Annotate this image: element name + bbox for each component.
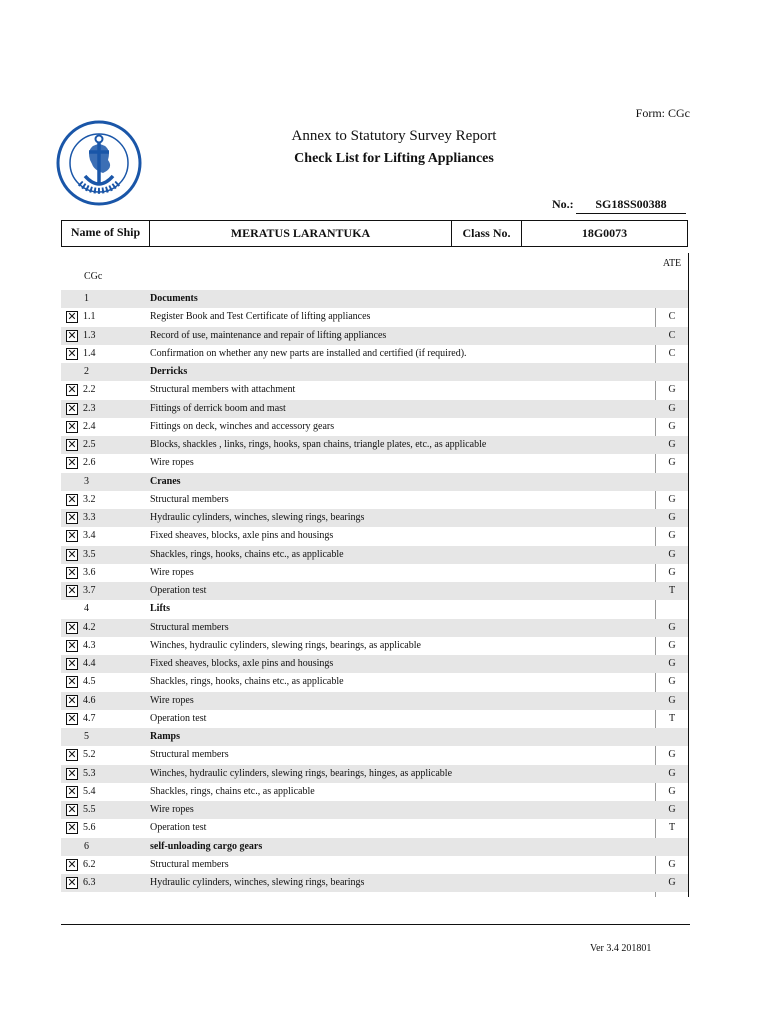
checkbox-checked[interactable]: ✕: [67, 383, 77, 397]
checkbox-checked[interactable]: ✕: [67, 748, 77, 762]
item-description: Structural members: [150, 749, 229, 761]
item-description: Wire ropes: [150, 566, 194, 578]
section-number: 5: [84, 731, 89, 742]
ate-code: G: [668, 694, 676, 706]
society-logo: [56, 120, 142, 206]
ate-code: G: [668, 858, 676, 870]
ship-info-table: [61, 220, 688, 247]
section-title: Derricks: [150, 366, 188, 377]
item-number: 4.6: [83, 694, 96, 706]
item-description: Winches, hydraulic cylinders, slewing rings, bearings, as applicable: [150, 639, 421, 651]
section-number: 6: [84, 840, 89, 852]
ate-code: G: [668, 767, 676, 779]
ate-code: G: [668, 439, 676, 450]
checklist-row: [61, 692, 688, 710]
item-number: 2.5: [83, 439, 96, 450]
ate-code: G: [668, 877, 676, 888]
checkbox-checked[interactable]: ✕: [67, 620, 77, 634]
section-title: Lifts: [150, 603, 170, 615]
checkbox-checked[interactable]: ✕: [67, 803, 77, 816]
ship-name-label: Name of Ship: [62, 221, 150, 246]
section-title: self-unloading cargo gears: [150, 840, 263, 852]
item-number: 4.2: [83, 621, 96, 633]
checklist-row: [61, 746, 688, 764]
item-number: 5.2: [83, 749, 96, 761]
ate-code: G: [668, 402, 676, 414]
checklist-row: [61, 710, 688, 728]
item-description: Operation test: [150, 822, 207, 834]
item-number: 5.4: [83, 785, 96, 797]
ate-code: G: [668, 530, 676, 542]
checkbox-checked[interactable]: ✕: [67, 657, 77, 670]
item-description: Wire ropes: [150, 457, 194, 469]
ate-code: G: [668, 639, 676, 651]
ate-code: G: [668, 621, 676, 633]
checklist-row: [61, 783, 688, 801]
section-title: Ramps: [150, 731, 181, 742]
item-description: Operation test: [150, 585, 207, 596]
item-description: Winches, hydraulic cylinders, slewing rings, bearings, hinges, as applicable: [150, 767, 453, 779]
item-number: 2.3: [83, 402, 96, 414]
item-description: Register Book and Test Certificate of lifting appliances: [150, 311, 371, 323]
checkbox-checked[interactable]: ✕: [67, 876, 77, 889]
checklist-row: [61, 582, 688, 600]
checklist-row: [61, 308, 688, 326]
ate-code: G: [668, 420, 676, 432]
checkbox-checked[interactable]: ✕: [67, 419, 77, 433]
report-number-value: SG18SS00388: [576, 197, 686, 214]
section-number: 1: [84, 293, 89, 304]
section-title: Documents: [150, 293, 198, 304]
checklist-row: [61, 765, 688, 783]
section-title: Cranes: [150, 475, 181, 487]
report-number-label: No.:: [552, 197, 574, 211]
ate-code: G: [668, 548, 676, 560]
checkbox-checked[interactable]: ✕: [67, 821, 77, 835]
checklist-row: [61, 345, 688, 363]
ate-code: C: [668, 347, 676, 359]
item-description: Wire ropes: [150, 694, 194, 706]
checklist-row: [61, 819, 688, 837]
section-row: [61, 600, 688, 618]
item-number: 5.6: [83, 822, 96, 834]
item-number: 6.3: [83, 877, 96, 888]
item-number: 2.6: [83, 457, 96, 469]
checklist-title: Check List for Lifting Appliances: [294, 151, 494, 166]
checklist-row: [61, 454, 688, 472]
item-number: 2.2: [83, 384, 96, 396]
item-description: Fixed sheaves, blocks, axle pins and housings: [150, 658, 334, 669]
section-row: [61, 290, 688, 308]
ate-code: G: [668, 493, 676, 505]
checkbox-checked[interactable]: ✕: [67, 584, 77, 597]
section-number: 2: [84, 366, 89, 377]
checkbox-checked[interactable]: ✕: [67, 857, 77, 871]
ate-column-header: ATE: [662, 258, 682, 269]
checkbox-checked[interactable]: ✕: [67, 492, 77, 506]
ate-code: T: [668, 712, 676, 724]
class-number-label: Class No.: [452, 221, 522, 246]
footer-divider: [61, 924, 690, 925]
checkbox-checked[interactable]: ✕: [67, 511, 77, 524]
checkbox-checked[interactable]: ✕: [67, 547, 77, 561]
ate-code: G: [668, 785, 676, 797]
checklist-row: [61, 491, 688, 509]
checklist-table: [61, 290, 688, 892]
checkbox-checked[interactable]: ✕: [67, 711, 77, 725]
checklist-row: [61, 418, 688, 436]
item-description: Structural members: [150, 621, 229, 633]
checklist-row: [61, 564, 688, 582]
item-number: 3.4: [83, 530, 96, 542]
item-description: Shackles, rings, chains etc., as applicable: [150, 785, 315, 797]
item-number: 3.2: [83, 493, 96, 505]
class-number-value: 18G0073: [581, 226, 628, 240]
checkbox-checked[interactable]: ✕: [67, 456, 77, 470]
checklist-row: [61, 619, 688, 637]
section-row: [61, 838, 688, 856]
item-number: 4.3: [83, 639, 96, 651]
checklist-row: [61, 801, 688, 819]
ate-code: G: [668, 566, 676, 578]
item-number: 4.4: [83, 658, 96, 669]
item-description: Confirmation on whether any new parts are installed and certified (if required).: [150, 347, 467, 359]
ate-code: G: [668, 658, 676, 669]
checklist-row: [61, 327, 688, 345]
ate-code: G: [668, 749, 676, 761]
item-description: Wire ropes: [150, 804, 194, 815]
item-description: Hydraulic cylinders, winches, slewing rings, bearings: [150, 877, 365, 888]
item-number: 3.7: [83, 585, 96, 596]
checkbox-checked[interactable]: ✕: [67, 638, 77, 652]
version-label: Ver 3.4 201801: [590, 943, 652, 954]
ate-code: G: [668, 804, 676, 815]
checklist-row: [61, 856, 688, 874]
checkbox-checked[interactable]: ✕: [67, 529, 77, 543]
item-number: 6.2: [83, 858, 96, 870]
item-number: 5.3: [83, 767, 96, 779]
item-description: Shackles, rings, hooks, chains etc., as applicable: [150, 548, 344, 560]
checkbox-checked[interactable]: ✕: [67, 438, 77, 451]
item-number: 1.3: [83, 329, 96, 341]
section-row: [61, 728, 688, 746]
checklist-row: [61, 546, 688, 564]
ate-code: C: [668, 329, 676, 341]
checkbox-checked[interactable]: ✕: [67, 784, 77, 798]
item-description: Record of use, maintenance and repair of lifting appliances: [150, 329, 387, 341]
form-label: Form: CGc: [635, 106, 690, 120]
annex-title: Annex to Statutory Survey Report: [291, 128, 497, 144]
item-description: Fittings of derrick boom and mast: [150, 402, 286, 414]
ate-code: G: [668, 457, 676, 469]
item-number: 3.6: [83, 566, 96, 578]
item-description: Operation test: [150, 712, 207, 724]
ate-code: C: [668, 311, 676, 323]
checklist-row: [61, 400, 688, 418]
item-description: Fixed sheaves, blocks, axle pins and housings: [150, 530, 334, 542]
checkbox-checked[interactable]: ✕: [67, 693, 77, 707]
checkbox-checked[interactable]: ✕: [67, 675, 77, 689]
checklist-row: [61, 637, 688, 655]
item-number: 3.5: [83, 548, 96, 560]
item-number: 4.7: [83, 712, 96, 724]
item-number: 1.4: [83, 347, 96, 359]
ate-code: G: [668, 512, 676, 523]
ate-code: T: [668, 822, 676, 834]
checklist-row: [61, 436, 688, 454]
checklist-row: [61, 527, 688, 545]
item-number: 5.5: [83, 804, 96, 815]
section-number: 4: [84, 603, 89, 615]
checklist-row: [61, 673, 688, 691]
item-number: 1.1: [83, 311, 96, 323]
checklist-row: [61, 874, 688, 892]
item-description: Structural members with attachment: [150, 384, 296, 396]
checkbox-checked[interactable]: ✕: [67, 310, 77, 324]
checkbox-checked[interactable]: ✕: [67, 565, 77, 579]
section-row: [61, 363, 688, 381]
cgc-column-header: CGc: [84, 271, 103, 282]
item-description: Blocks, shackles , links, rings, hooks, span chains, triangle plates, etc., as applicable: [150, 439, 487, 450]
checkbox-checked[interactable]: ✕: [67, 766, 77, 780]
section-row: [61, 473, 688, 491]
ate-code: G: [668, 676, 676, 688]
checklist-row: [61, 381, 688, 399]
item-description: Fittings on deck, winches and accessory gears: [150, 420, 335, 432]
ate-code: T: [668, 585, 676, 596]
item-description: Structural members: [150, 858, 229, 870]
checkbox-checked[interactable]: ✕: [67, 328, 77, 342]
checkbox-checked[interactable]: ✕: [67, 401, 77, 415]
ate-code: G: [668, 384, 676, 396]
ship-name-value: MERATUS LARANTUKA: [150, 221, 452, 246]
item-number: 2.4: [83, 420, 96, 432]
item-description: Shackles, rings, hooks, chains etc., as applicable: [150, 676, 344, 688]
item-description: Hydraulic cylinders, winches, slewing rings, bearings: [150, 512, 365, 523]
item-number: 3.3: [83, 512, 96, 523]
item-number: 4.5: [83, 676, 96, 688]
item-description: Structural members: [150, 493, 229, 505]
section-number: 3: [84, 475, 89, 487]
checklist-row: [61, 655, 688, 673]
checkbox-checked[interactable]: ✕: [67, 346, 77, 360]
ate-column-border: [688, 253, 689, 897]
checklist-row: [61, 509, 688, 527]
